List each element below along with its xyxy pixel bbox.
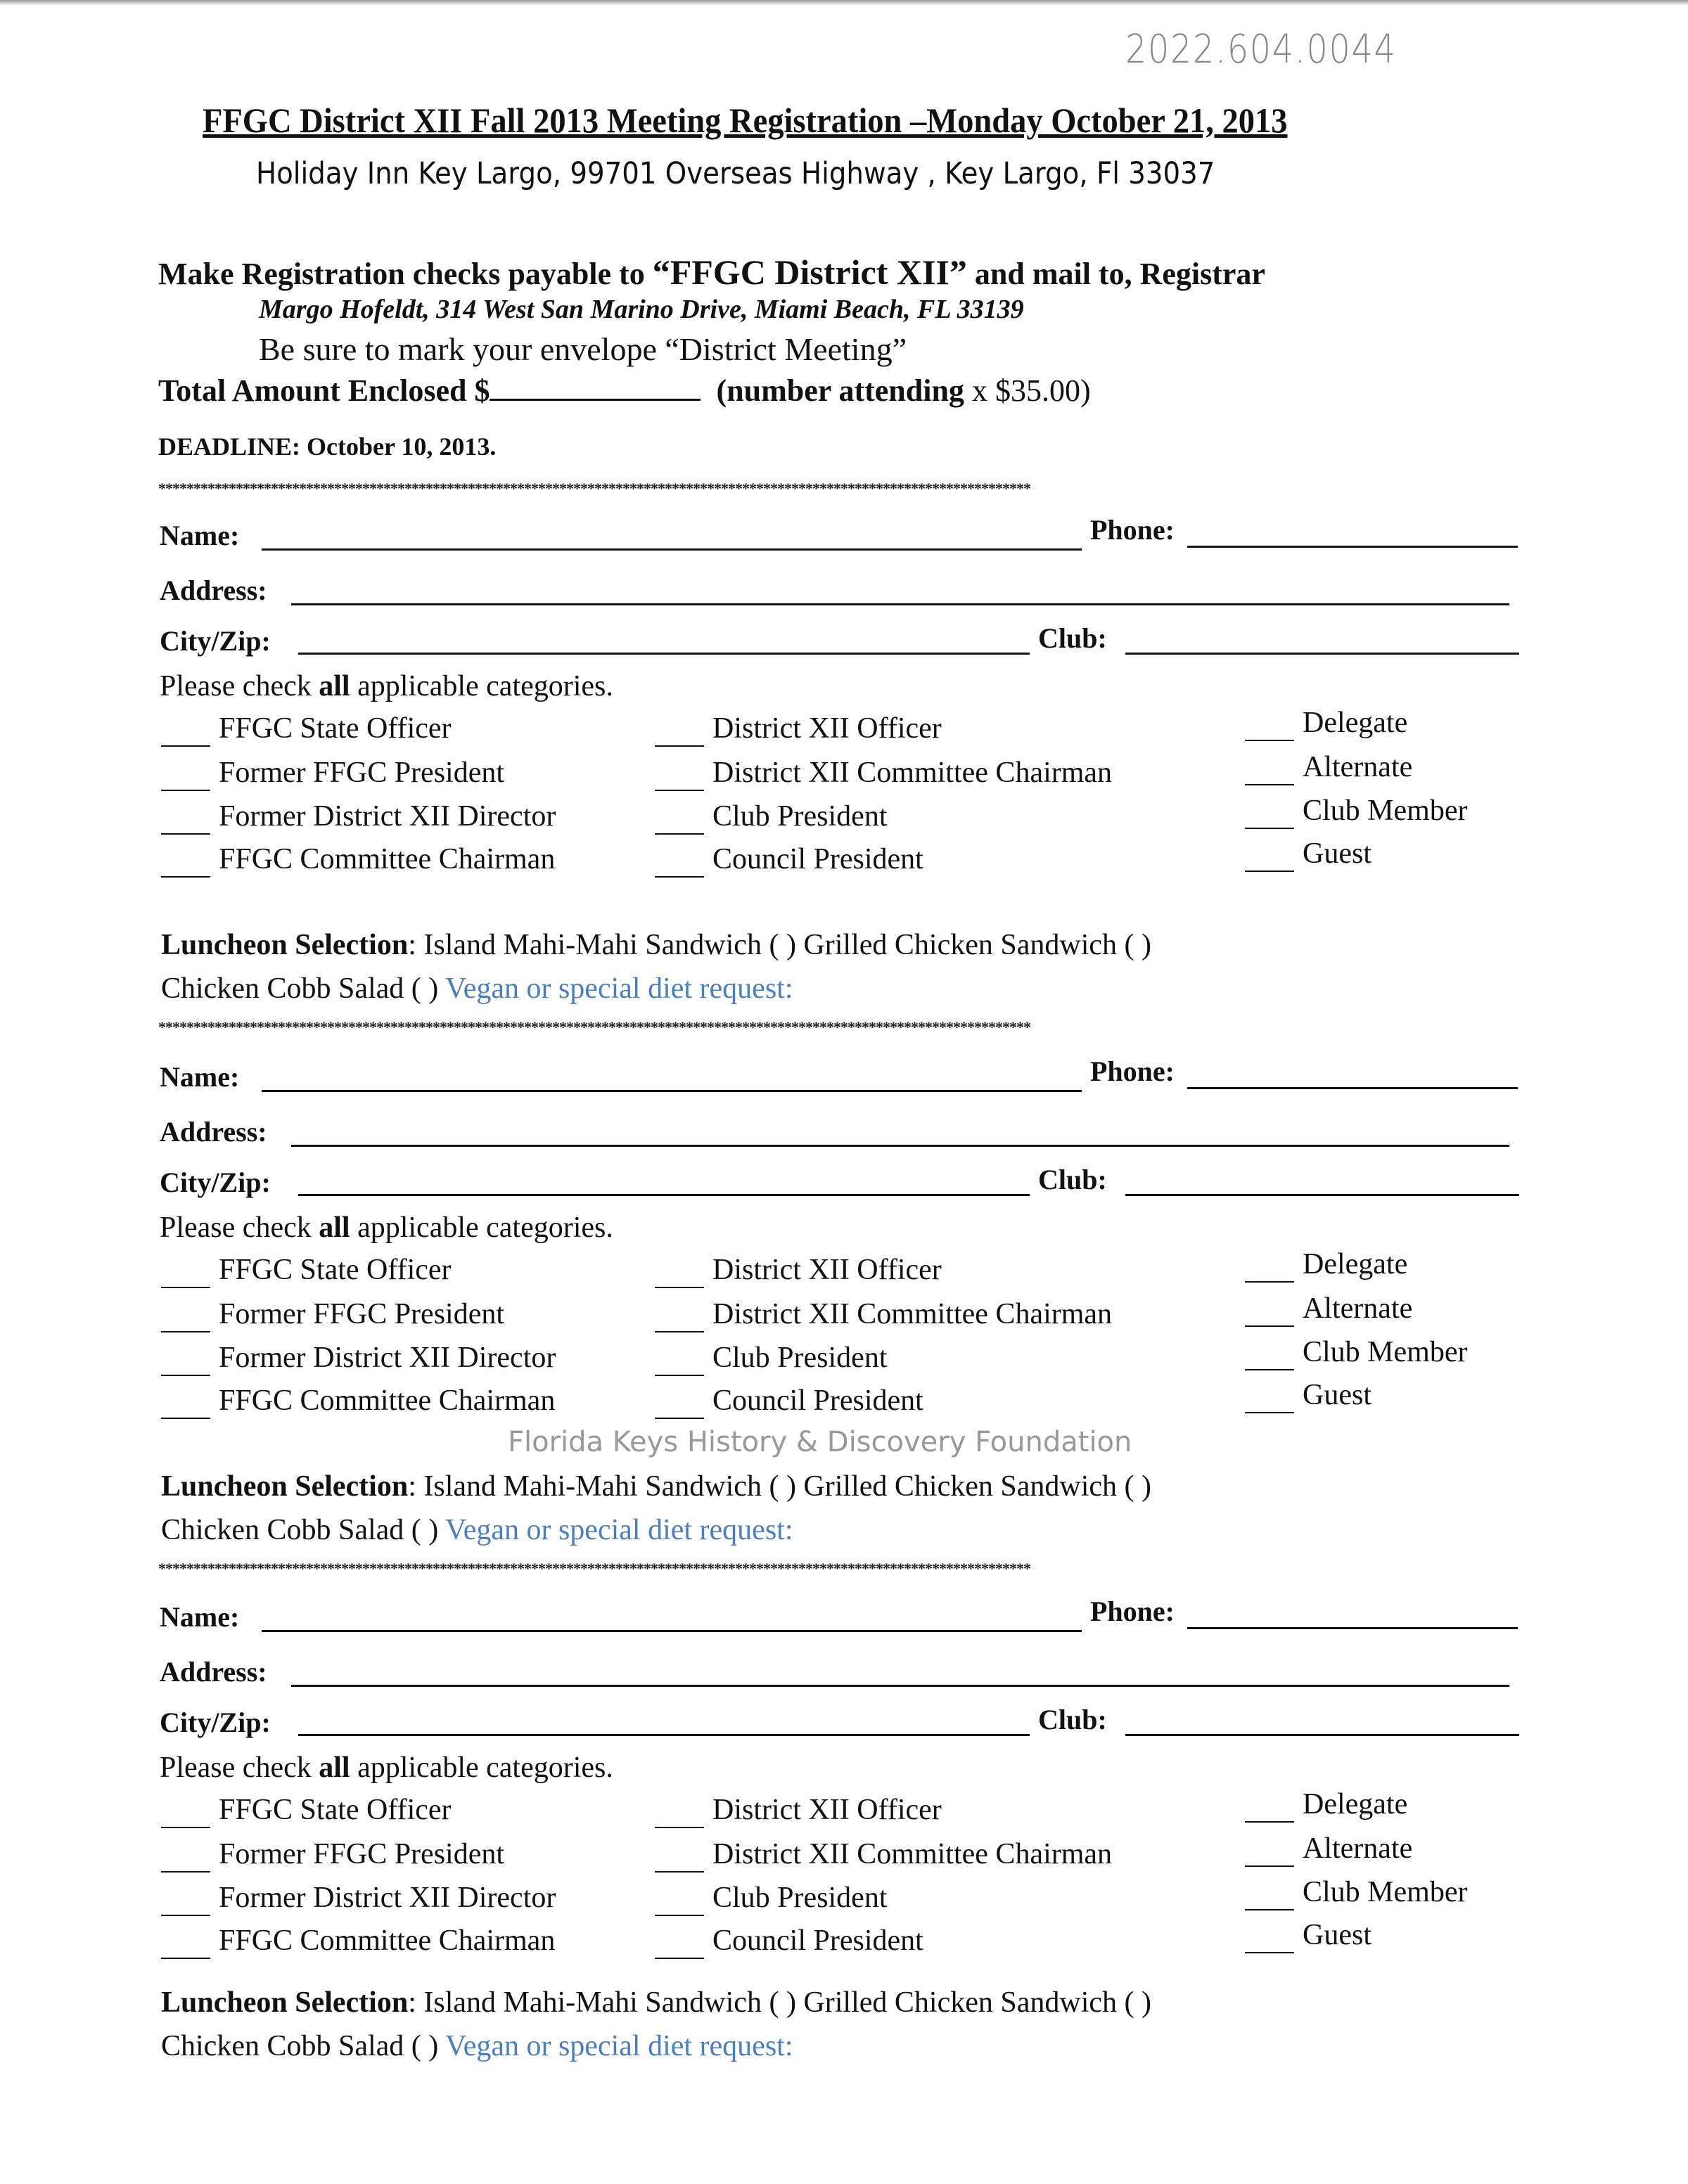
category-option[interactable] <box>161 799 556 835</box>
special-diet-request[interactable]: Vegan or special diet request: <box>445 1514 793 1546</box>
category-option[interactable] <box>655 756 1112 791</box>
payee: “FFGC District XII” <box>652 252 967 292</box>
check-suffix: applicable categories. <box>350 670 613 702</box>
check-prefix: Please check <box>160 1212 319 1244</box>
category-option[interactable] <box>1245 1875 1467 1910</box>
cobb-salad-option[interactable]: Chicken Cobb Salad ( ) <box>161 2030 446 2062</box>
category-checkbox-blank[interactable] <box>161 1297 210 1332</box>
category-option[interactable] <box>655 1793 942 1828</box>
category-option[interactable] <box>655 842 923 878</box>
category-checkbox-blank[interactable] <box>1245 1335 1294 1370</box>
address-field[interactable] <box>291 575 1509 605</box>
category-checkbox-blank[interactable] <box>1245 1247 1294 1283</box>
address-label: Address: <box>160 1656 267 1688</box>
category-option[interactable] <box>655 1297 1112 1332</box>
category-label: Former FFGC President <box>219 1298 505 1330</box>
name-label: Name: <box>160 1061 240 1093</box>
category-option[interactable] <box>655 799 888 835</box>
name-field[interactable] <box>262 1602 1082 1632</box>
category-option[interactable] <box>655 1341 888 1376</box>
category-checkbox-blank[interactable] <box>655 712 704 747</box>
category-checkbox-blank[interactable] <box>161 1924 210 1959</box>
category-checkbox-blank[interactable] <box>1245 706 1294 741</box>
luncheon-selection[interactable] <box>161 1986 1151 2019</box>
category-checkbox-blank[interactable] <box>161 1384 210 1419</box>
phone-field[interactable] <box>1187 1599 1518 1629</box>
city-zip-field[interactable] <box>298 1706 1030 1736</box>
deadline: DEADLINE: October 10, 2013. <box>158 432 497 461</box>
category-label: Council President <box>712 1385 923 1417</box>
cobb-salad-option[interactable]: Chicken Cobb Salad ( ) <box>161 1514 446 1546</box>
category-label: Alternate <box>1303 751 1413 783</box>
category-option[interactable] <box>655 1924 923 1959</box>
category-checkbox-blank[interactable] <box>161 1341 210 1376</box>
category-option[interactable] <box>161 1837 504 1873</box>
category-checkbox-blank[interactable] <box>161 1837 210 1873</box>
category-option[interactable] <box>1245 837 1372 872</box>
city-zip-field[interactable] <box>298 624 1030 655</box>
category-label: Alternate <box>1303 1832 1413 1865</box>
category-checkbox-blank[interactable] <box>655 799 704 835</box>
category-checkbox-blank[interactable] <box>1245 750 1294 785</box>
category-label: Club Member <box>1303 1876 1468 1908</box>
address-field[interactable] <box>291 1117 1509 1147</box>
category-label: Former FFGC President <box>219 757 505 789</box>
address-label: Address: <box>160 574 267 606</box>
category-checkbox-blank[interactable] <box>1245 1832 1294 1867</box>
category-label: Guest <box>1303 837 1372 870</box>
category-checkbox-blank[interactable] <box>655 1881 704 1916</box>
category-checkbox-blank[interactable] <box>1245 837 1294 872</box>
category-option[interactable] <box>655 712 942 747</box>
category-option[interactable] <box>655 1253 942 1288</box>
category-option[interactable] <box>161 1384 555 1419</box>
club-label: Club: <box>1038 622 1107 654</box>
category-label: Former District XII Director <box>219 800 556 833</box>
category-option[interactable] <box>1245 1832 1412 1867</box>
separator: **************************************************************************************************************************** <box>158 1018 1030 1036</box>
check-prefix: Please check <box>160 670 319 702</box>
category-label: Delegate <box>1303 707 1408 739</box>
check-suffix: applicable categories. <box>350 1752 613 1784</box>
category-option[interactable] <box>1245 1247 1407 1283</box>
category-option[interactable] <box>161 712 452 747</box>
category-label: Council President <box>712 843 923 875</box>
special-diet-request[interactable]: Vegan or special diet request: <box>445 2030 793 2062</box>
category-option[interactable] <box>1245 1292 1412 1327</box>
luncheon-selection[interactable] <box>161 1470 1151 1503</box>
category-label: Club President <box>712 800 888 833</box>
category-label: Former District XII Director <box>219 1882 556 1914</box>
number-attending: (number attending <box>716 373 972 408</box>
phone-field[interactable] <box>1187 518 1518 548</box>
make-prefix: Make Registration checks payable to <box>158 257 653 291</box>
category-checkbox-blank[interactable] <box>655 1297 704 1332</box>
category-option[interactable] <box>161 842 555 878</box>
category-checkbox-blank[interactable] <box>655 1924 704 1959</box>
category-label: FFGC Committee Chairman <box>219 1385 556 1417</box>
category-label: District XII Committee Chairman <box>712 1298 1113 1330</box>
category-label: FFGC State Officer <box>219 1254 452 1286</box>
category-checkbox-blank[interactable] <box>161 1253 210 1288</box>
category-label: Former FFGC President <box>219 1838 505 1870</box>
check-all: all <box>319 1752 350 1784</box>
phone-field[interactable] <box>1187 1059 1518 1089</box>
category-label: Club President <box>712 1342 888 1374</box>
check-all: all <box>319 670 350 702</box>
category-checkbox-blank[interactable] <box>655 756 704 791</box>
club-field[interactable] <box>1125 1166 1519 1196</box>
page-title: FFGC District XII Fall 2013 Meeting Registration –Monday October 21, 2013 <box>203 101 1288 140</box>
luncheon-selection[interactable] <box>161 928 1151 962</box>
category-checkbox-blank[interactable] <box>1245 1378 1294 1413</box>
name-field[interactable] <box>262 520 1082 551</box>
category-option[interactable] <box>1245 1787 1407 1823</box>
name-label: Name: <box>160 1601 240 1633</box>
city-zip-label: City/Zip: <box>160 625 271 657</box>
category-label: FFGC State Officer <box>219 712 452 745</box>
club-field[interactable] <box>1125 624 1519 655</box>
category-option[interactable] <box>1245 706 1407 741</box>
name-label: Name: <box>160 520 240 551</box>
separator: **************************************************************************************************************************** <box>158 1560 1030 1577</box>
category-checkbox-blank[interactable] <box>655 1384 704 1419</box>
phone-label: Phone: <box>1090 514 1175 546</box>
city-zip-field[interactable] <box>298 1166 1030 1196</box>
category-option[interactable] <box>161 1297 504 1332</box>
category-checkbox-blank[interactable] <box>161 799 210 835</box>
category-label: Former District XII Director <box>219 1342 556 1374</box>
price: x $35.00) <box>971 373 1091 408</box>
category-label: Club Member <box>1303 1336 1468 1368</box>
club-label: Club: <box>1038 1704 1107 1735</box>
category-checkbox-blank[interactable] <box>161 1881 210 1916</box>
luncheon-selection-line2[interactable] <box>161 972 793 1006</box>
check-prefix: Please check <box>160 1752 319 1784</box>
luncheon-label: Luncheon Selection <box>161 929 409 961</box>
category-option[interactable] <box>655 1837 1112 1873</box>
watermark: Florida Keys History & Discovery Foundation <box>508 1426 1132 1458</box>
address-label: Address: <box>160 1116 267 1148</box>
check-all: all <box>319 1212 350 1244</box>
total-amount-field[interactable] <box>490 373 701 401</box>
category-checkbox-blank[interactable] <box>655 1253 704 1288</box>
city-zip-label: City/Zip: <box>160 1167 271 1198</box>
category-label: District XII Officer <box>712 1794 942 1826</box>
category-option[interactable] <box>1245 1918 1372 1953</box>
accession-number: 2022.604.0044 <box>1125 27 1397 72</box>
envelope-note: Be sure to mark your envelope “District Meeting” <box>259 331 907 367</box>
category-option[interactable] <box>1245 1335 1467 1370</box>
luncheon-selection-line2[interactable] <box>161 1513 793 1547</box>
category-checkbox-blank[interactable] <box>1245 1292 1294 1327</box>
club-label: Club: <box>1038 1164 1107 1195</box>
category-option[interactable] <box>1245 750 1412 785</box>
separator: **************************************************************************************************************************** <box>158 480 1030 497</box>
check-instructions <box>160 669 613 703</box>
luncheon-options[interactable]: : Island Mahi-Mahi Sandwich ( ) Grilled Chicken Sandwich ( ) <box>408 1470 1151 1503</box>
category-option[interactable] <box>161 1924 555 1959</box>
category-label: District XII Committee Chairman <box>712 1838 1113 1870</box>
category-label: FFGC Committee Chairman <box>219 1925 556 1957</box>
check-instructions <box>160 1211 613 1245</box>
category-label: Club President <box>712 1882 888 1914</box>
luncheon-label: Luncheon Selection <box>161 1986 409 2019</box>
category-option[interactable] <box>161 1881 556 1916</box>
payment-instructions <box>158 252 1265 293</box>
category-option[interactable] <box>161 1341 556 1376</box>
luncheon-selection-line2[interactable] <box>161 2029 793 2063</box>
phone-label: Phone: <box>1090 1595 1175 1627</box>
category-label: District XII Officer <box>712 1254 942 1286</box>
category-label: FFGC State Officer <box>219 1794 452 1826</box>
category-option[interactable] <box>161 756 504 791</box>
category-checkbox-blank[interactable] <box>161 1793 210 1828</box>
category-checkbox-blank[interactable] <box>1245 1875 1294 1910</box>
check-instructions <box>160 1751 613 1785</box>
category-label: Club Member <box>1303 795 1468 827</box>
category-label: Council President <box>712 1925 923 1957</box>
category-checkbox-blank[interactable] <box>161 756 210 791</box>
name-field[interactable] <box>262 1062 1082 1092</box>
category-option[interactable] <box>161 1253 452 1288</box>
category-label: FFGC Committee Chairman <box>219 843 556 875</box>
category-option[interactable] <box>655 1384 923 1419</box>
category-label: District XII Officer <box>712 712 942 745</box>
registrar-address: Margo Hofeldt, 314 West San Marino Drive, Miami Beach, FL 33139 <box>259 295 1024 324</box>
club-field[interactable] <box>1125 1706 1519 1736</box>
luncheon-options[interactable]: : Island Mahi-Mahi Sandwich ( ) Grilled Chicken Sandwich ( ) <box>408 929 1151 961</box>
special-diet-request[interactable]: Vegan or special diet request: <box>445 972 793 1005</box>
category-checkbox-blank[interactable] <box>655 1837 704 1873</box>
category-checkbox-blank[interactable] <box>655 842 704 878</box>
category-label: District XII Committee Chairman <box>712 757 1113 789</box>
category-option[interactable] <box>1245 1378 1372 1413</box>
category-label: Alternate <box>1303 1292 1413 1325</box>
total-amount-row <box>158 373 1091 409</box>
make-suffix: and mail to, Registrar <box>966 257 1265 291</box>
category-option[interactable] <box>1245 794 1467 829</box>
category-checkbox-blank[interactable] <box>1245 794 1294 829</box>
luncheon-label: Luncheon Selection <box>161 1470 409 1503</box>
check-suffix: applicable categories. <box>350 1212 613 1244</box>
category-label: Delegate <box>1303 1248 1408 1280</box>
category-label: Delegate <box>1303 1788 1408 1820</box>
luncheon-options[interactable]: : Island Mahi-Mahi Sandwich ( ) Grilled Chicken Sandwich ( ) <box>408 1986 1151 2019</box>
cobb-salad-option[interactable]: Chicken Cobb Salad ( ) <box>161 972 446 1005</box>
category-checkbox-blank[interactable] <box>161 842 210 878</box>
category-label: Guest <box>1303 1379 1372 1411</box>
category-option[interactable] <box>161 1793 452 1828</box>
page-edge <box>0 0 1688 6</box>
address-field[interactable] <box>291 1657 1509 1687</box>
total-label: Total Amount Enclosed $ <box>158 373 490 408</box>
category-label: Guest <box>1303 1919 1372 1951</box>
category-checkbox-blank[interactable] <box>655 1793 704 1828</box>
category-option[interactable] <box>655 1881 888 1916</box>
category-checkbox-blank[interactable] <box>1245 1918 1294 1953</box>
category-checkbox-blank[interactable] <box>1245 1787 1294 1823</box>
city-zip-label: City/Zip: <box>160 1707 271 1738</box>
phone-label: Phone: <box>1090 1055 1175 1087</box>
category-checkbox-blank[interactable] <box>161 712 210 747</box>
venue-address: Holiday Inn Key Largo, 99701 Overseas Highway , Key Largo, Fl 33037 <box>256 156 1215 191</box>
category-checkbox-blank[interactable] <box>655 1341 704 1376</box>
